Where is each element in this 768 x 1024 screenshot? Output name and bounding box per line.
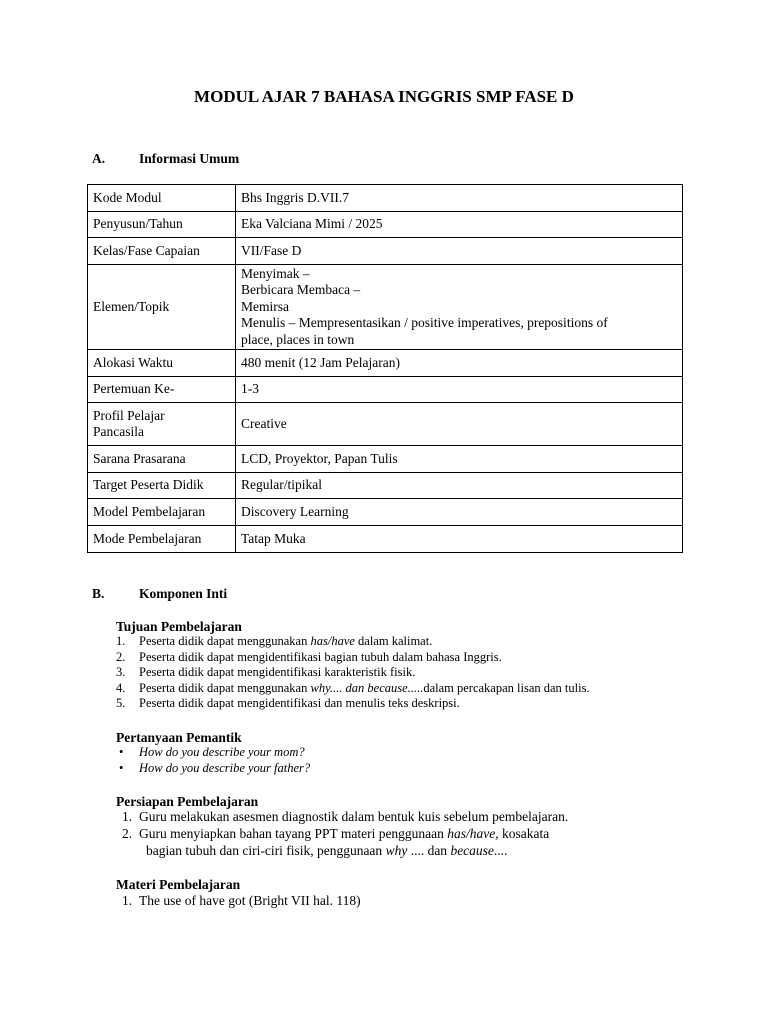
table-value-cell bbox=[236, 473, 683, 499]
document-title: MODUL AJAR 7 BAHASA INGGRIS SMP FASE D bbox=[194, 87, 574, 106]
value-line: Menyimak – bbox=[241, 265, 310, 281]
tujuan-list bbox=[116, 634, 590, 712]
table-key-cell: Model Pembelajaran bbox=[88, 499, 236, 526]
table-row bbox=[88, 499, 683, 526]
value-line: Tatap Muka bbox=[241, 530, 306, 546]
list-item: 1. Guru melakukan asesmen diagnostik dalam bentuk kuis sebelum pembelajaran. bbox=[122, 809, 569, 824]
value-line: VII/Fase D bbox=[241, 242, 302, 258]
bullet-icon: • bbox=[119, 760, 124, 775]
table-key-cell: Elemen/Topik bbox=[88, 265, 236, 350]
key-line: Pancasila bbox=[93, 424, 144, 439]
table-key-cell: Target Peserta Didik bbox=[88, 473, 236, 499]
table-value-cell bbox=[236, 185, 683, 212]
value-line: Regular/tipikal bbox=[241, 477, 322, 493]
table-row bbox=[88, 446, 683, 473]
section-a-heading bbox=[92, 151, 239, 167]
table-row bbox=[88, 473, 683, 499]
table-row bbox=[88, 185, 683, 212]
value-line: Discovery Learning bbox=[241, 503, 349, 519]
table-key-cell: Alokasi Waktu bbox=[88, 350, 236, 377]
materi-heading: Materi Pembelajaran bbox=[116, 877, 241, 892]
value-line: 480 menit (12 Jam Pelajaran) bbox=[241, 354, 400, 370]
section-b-number: B. bbox=[92, 586, 105, 601]
list-item: • How do you describe your father? bbox=[119, 760, 311, 775]
table-key-cell bbox=[88, 403, 236, 446]
value-line: Memirsa bbox=[241, 298, 289, 314]
section-a-number: A. bbox=[92, 151, 106, 166]
list-item: 1. The use of have got (Bright VII hal. 118) bbox=[122, 893, 361, 908]
table-row bbox=[88, 377, 683, 403]
list-item: 1. Peserta didik dapat menggunakan has/have dalam kalimat. bbox=[116, 634, 433, 648]
section-b-label: Komponen Inti bbox=[139, 586, 228, 601]
table-key-cell: Kelas/Fase Capaian bbox=[88, 238, 236, 265]
table-key-cell: Pertemuan Ke- bbox=[88, 377, 236, 403]
table-row bbox=[88, 526, 683, 553]
materi-list bbox=[122, 892, 361, 909]
table-value-cell bbox=[236, 238, 683, 265]
value-line: LCD, Proyektor, Papan Tulis bbox=[241, 450, 398, 466]
list-item: • How do you describe your mom? bbox=[119, 745, 305, 759]
table-value-cell bbox=[236, 350, 683, 377]
pertanyaan-heading: Pertanyaan Pemantik bbox=[116, 730, 242, 745]
table-value-cell bbox=[236, 403, 683, 446]
value-line: Creative bbox=[241, 415, 287, 431]
table-value-cell bbox=[236, 446, 683, 473]
table-value-cell bbox=[236, 499, 683, 526]
table-key-cell: Penyusun/Tahun bbox=[88, 212, 236, 238]
table-value-cell bbox=[236, 377, 683, 403]
value-line: Menulis – Mempresentasikan / positive imperatives, prepositions of bbox=[241, 315, 608, 331]
pertanyaan-list bbox=[119, 745, 310, 776]
value-line: place, places in town bbox=[241, 331, 355, 347]
section-b-heading bbox=[92, 586, 227, 602]
table-row bbox=[88, 350, 683, 377]
table-row bbox=[88, 238, 683, 265]
table-value-cell bbox=[236, 212, 683, 238]
value-line: Bhs Inggris D.VII.7 bbox=[241, 189, 349, 205]
value-line: Eka Valciana Mimi / 2025 bbox=[241, 216, 383, 232]
table-key-cell: Kode Modul bbox=[88, 185, 236, 212]
key-line: Profil Pelajar bbox=[93, 407, 165, 423]
section-a-label: Informasi Umum bbox=[139, 151, 240, 166]
table-row bbox=[88, 403, 683, 446]
tujuan-heading: Tujuan Pembelajaran bbox=[116, 619, 242, 634]
value-line: Berbicara Membaca – bbox=[241, 282, 361, 298]
list-item: 4. Peserta didik dapat menggunakan why.... dan because.....dalam percakapan lisan dan tulis. bbox=[116, 680, 590, 695]
table-value-cell bbox=[236, 526, 683, 553]
info-table bbox=[87, 184, 683, 553]
table-row bbox=[88, 265, 683, 350]
bullet-icon: • bbox=[119, 745, 124, 759]
persiapan-heading: Persiapan Pembelajaran bbox=[116, 794, 259, 809]
persiapan-list bbox=[122, 808, 568, 859]
value-line: 1-3 bbox=[241, 381, 259, 397]
table-value-cell bbox=[236, 265, 683, 350]
table-key-cell: Mode Pembelajaran bbox=[88, 526, 236, 553]
table-key-cell: Sarana Prasarana bbox=[88, 446, 236, 473]
table-row bbox=[88, 212, 683, 238]
list-item: 5. Peserta didik dapat mengidentifikasi dan menulis teks deskripsi. bbox=[116, 696, 460, 710]
list-item: 2. Peserta didik dapat mengidentifikasi bagian tubuh dalam bahasa Inggris. bbox=[116, 649, 502, 664]
list-item: 2. Guru menyiapkan bahan tayang PPT materi penggunaan has/have, kosakata bagian tubuh dan ciri-ciri fisik, penggunaan why .... dan because.... bbox=[122, 826, 550, 858]
list-item: 3. Peserta didik dapat mengidentifikasi karakteristik fisik. bbox=[116, 665, 416, 679]
